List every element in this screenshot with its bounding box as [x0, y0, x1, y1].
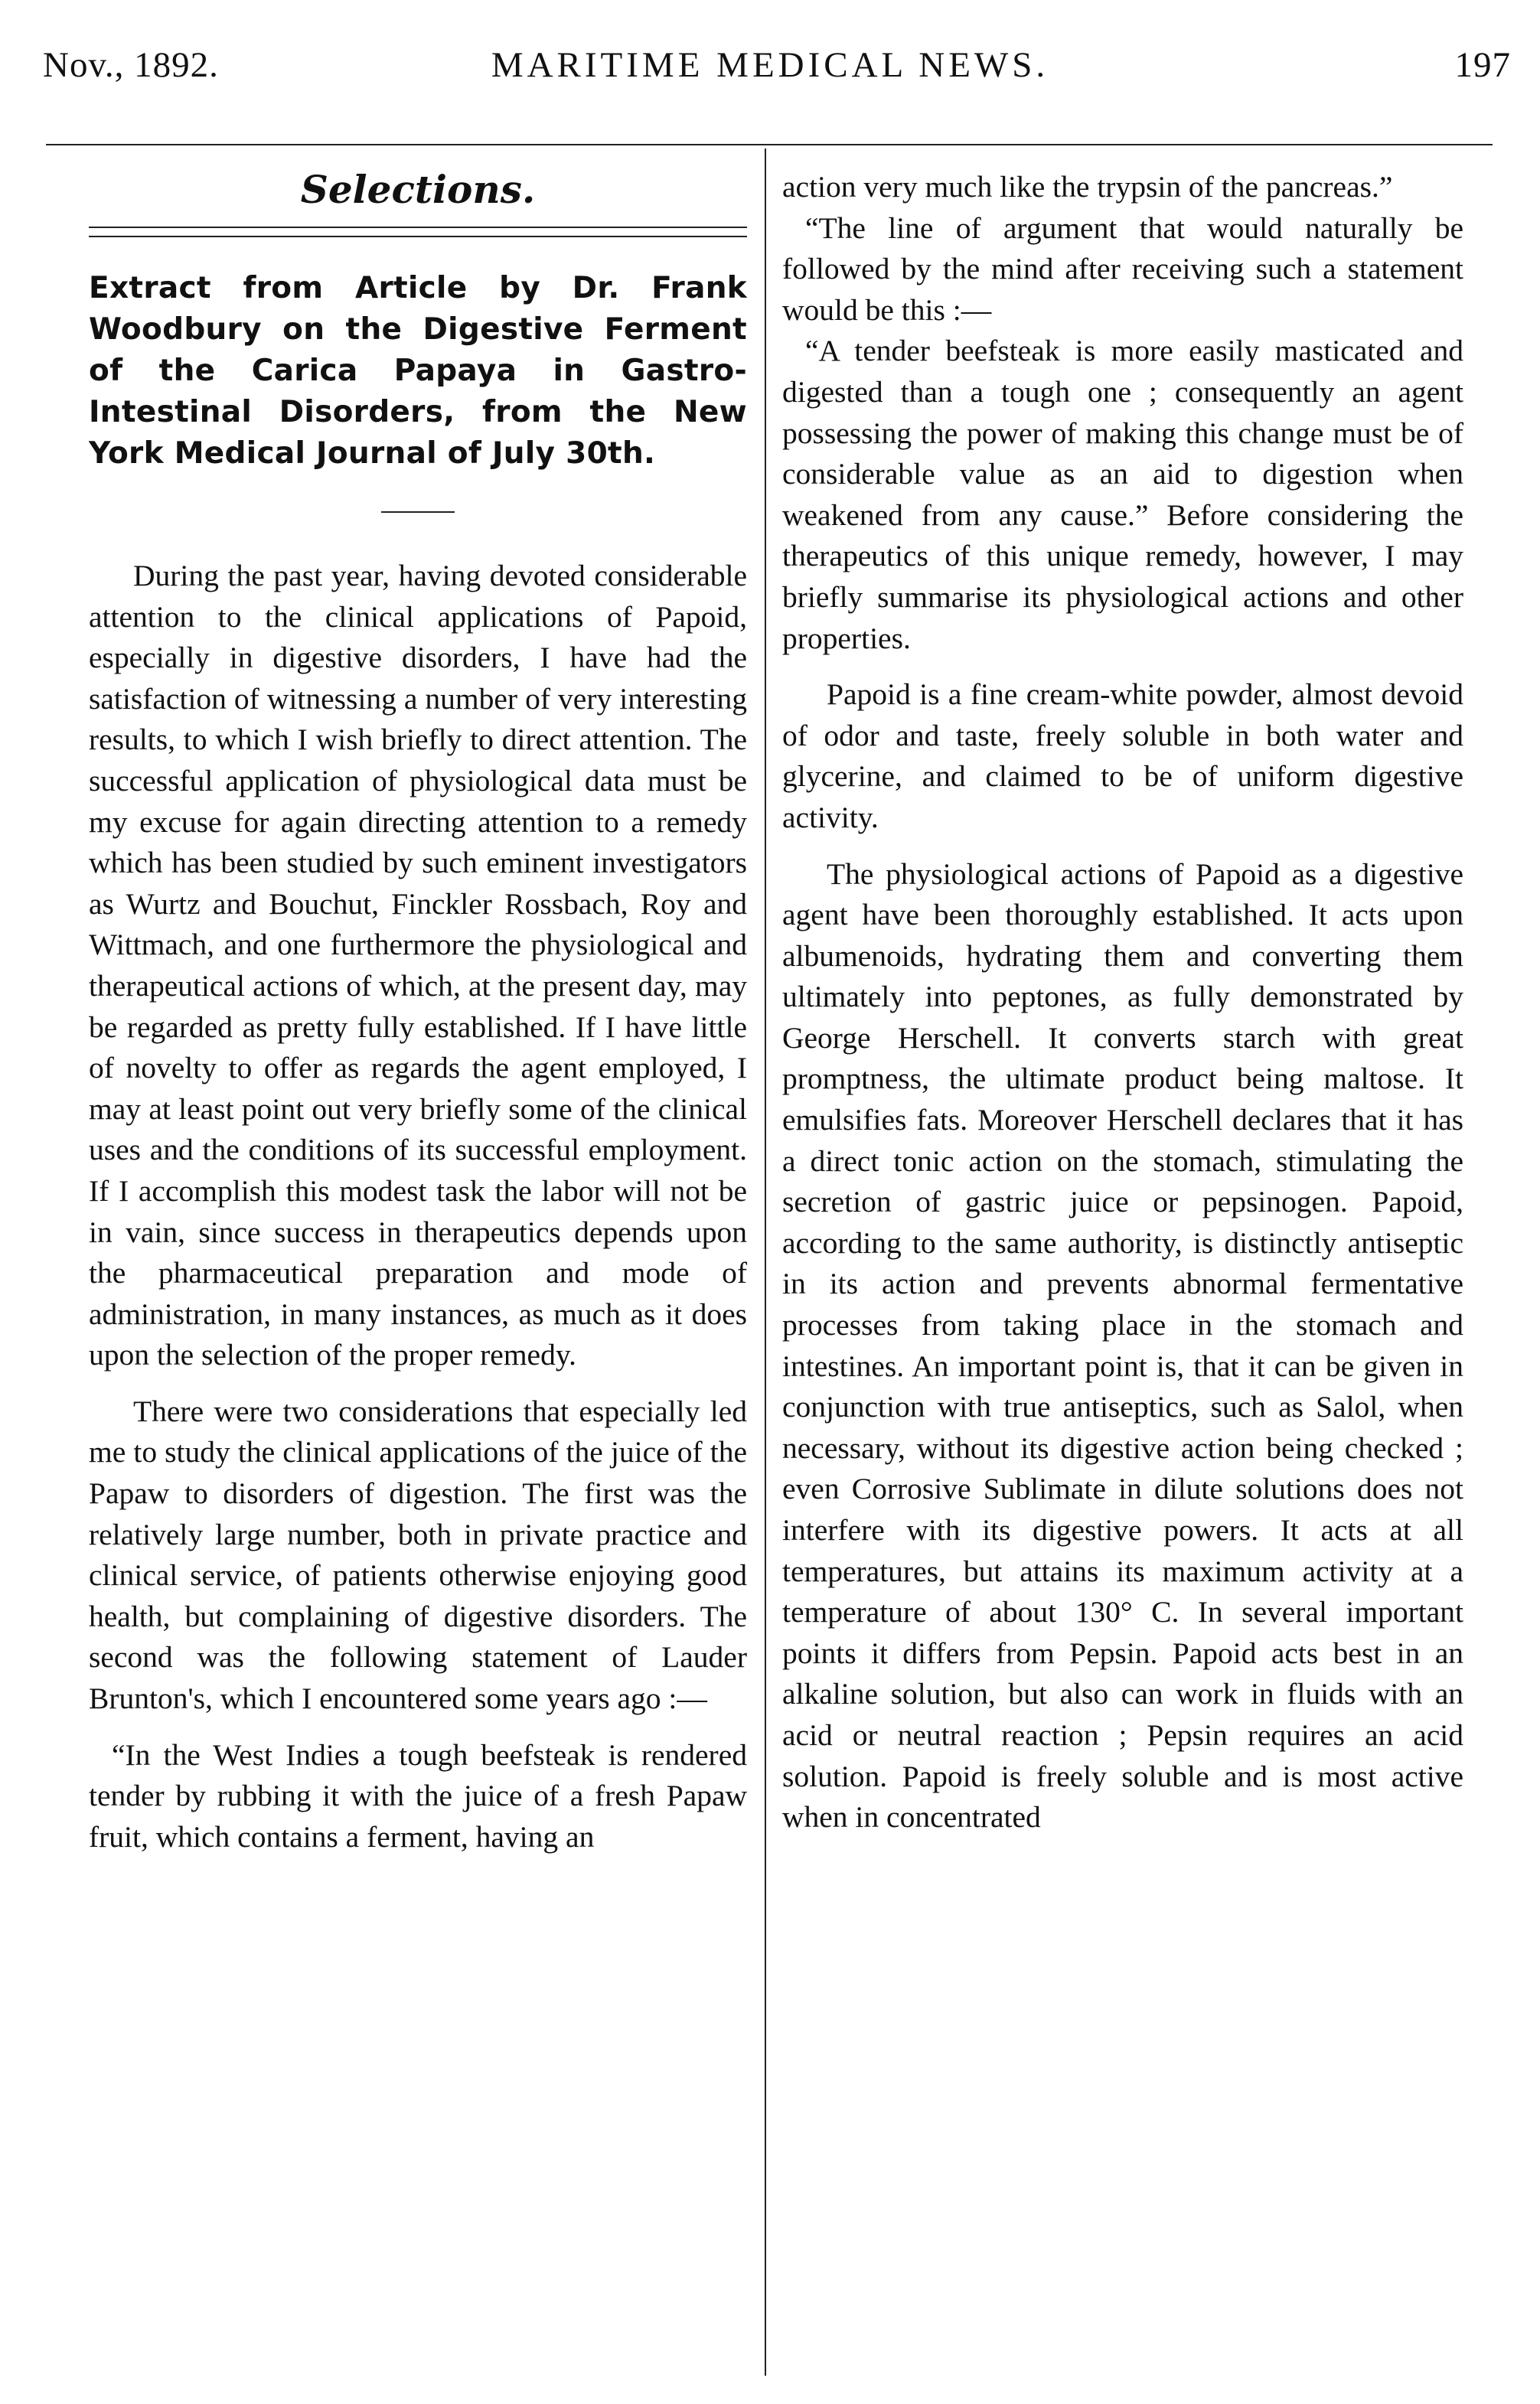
paragraph: Papoid is a fine cream-white powder, almost devoid of odor and taste, freely soluble in both water and glycerine, and claimed to be of uniform digestive activity. — [782, 677, 1463, 834]
title-separator-rule — [381, 511, 455, 513]
running-head — [29, 44, 1511, 106]
quotation: “A tender beefsteak is more easily masticated and digested than a tough one ; consequently an agent possessing the power of making this change must be of considerable value as an aid to digestion when weakened from any cause.” Before considering the therapeutics of this unique remedy, however, I may briefly summarise its physiological actions and other properties. — [782, 334, 1463, 655]
journal-title: MARITIME MEDICAL NEWS. — [491, 45, 1049, 85]
header-rule — [46, 144, 1493, 145]
quotation: “The line of argument that would naturally be followed by the mind after receiving such a statement would be this :— — [782, 210, 1463, 327]
paragraph: During the past year, having devoted considerable attention to the clinical applications of Papoid, especially in digestive disorders, I have had the satisfaction of witnessing a number of very interesting results, to which I wish briefly to direct attention. The successful application of physiological data must be my excuse for again directing attention to a remedy which has been studied by such eminent investigators as Wurtz and Bouchut, Finckler Rossbach, Roy and Wittmach, and one furthermore the physiological and therapeutical actions of which, at the present day, may be regarded as pretty fully established. If I have little of novelty to offer as regards the agent employed, I may at least point out very briefly some of the clinical uses and the conditions of its successful employment. If I accomplish this modest task the labor will not be in vain, since success in therapeutics depends upon the pharmaceutical preparation and mode of administration, in many instances, as much as it does upon the selection of the proper remedy. — [89, 559, 747, 1372]
left-column — [89, 161, 747, 2389]
section-double-rule — [89, 227, 747, 237]
paragraph: There were two considerations that especially led me to study the clinical applications of the juice of the Papaw to disorders of digestion. The first was the relatively large number, both in private practice and clinical service, of patients otherwise enjoying good health, but complaining of digestive disorders. The second was the following statement of Lauder Brunton's, which I encountered some years ago :— — [89, 1394, 747, 1716]
page-number: 197 — [1454, 45, 1511, 85]
section-title: Selections. — [300, 167, 536, 212]
paragraph: The physiological actions of Papoid as a digestive agent have been thoroughly established. It acts upon albumenoids, hydrating them and converting them ultimately into peptones, as fully demonstrated by George Herschell. It converts starch with great promptness, the ultimate product being maltose. It emulsifies fats. Moreover Herschell declares that it has a direct tonic action on the stomach, stimulating the secretion of gastric juice or pepsinogen. Papoid, according to the same authority, is distinctly antiseptic in its action and prevents abnormal fermentative processes from taking place in the stomach and intestines. An important point is, that it can be given in conjunction with true antiseptics, such as Salol, when necessary, without its digestive action being checked ; even Corrosive Sublimate in dilute solutions does not interfere with its digestive powers. It acts at all temperatures, but attains its maximum activity at a temperature of about 130° C. In several important points it differs from Pepsin. Papoid acts best in an alkaline solution, but also can work in fluids with an acid or neutral reaction ; Pepsin requires an acid solution. Papoid is freely soluble and is most active when in concentrated — [782, 856, 1463, 1835]
column-divider — [765, 148, 766, 2376]
issue-date: Nov., 1892. — [43, 45, 219, 85]
quotation: “In the West Indies a tough beefsteak is rendered tender by rubbing it with the juice of a fresh Papaw fruit, which contains a ferment, having an — [89, 1737, 747, 1854]
quotation-continued: action very much like the trypsin of the pancreas.” — [782, 170, 1393, 204]
article-title: Extract from Article by Dr. Frank Woodbury on the Digestive Ferment of the Carica Papaya in Gastro-Intestinal Disorders, from the New York Medical Journal of July 30th. — [89, 271, 747, 471]
right-column — [782, 167, 1463, 2389]
